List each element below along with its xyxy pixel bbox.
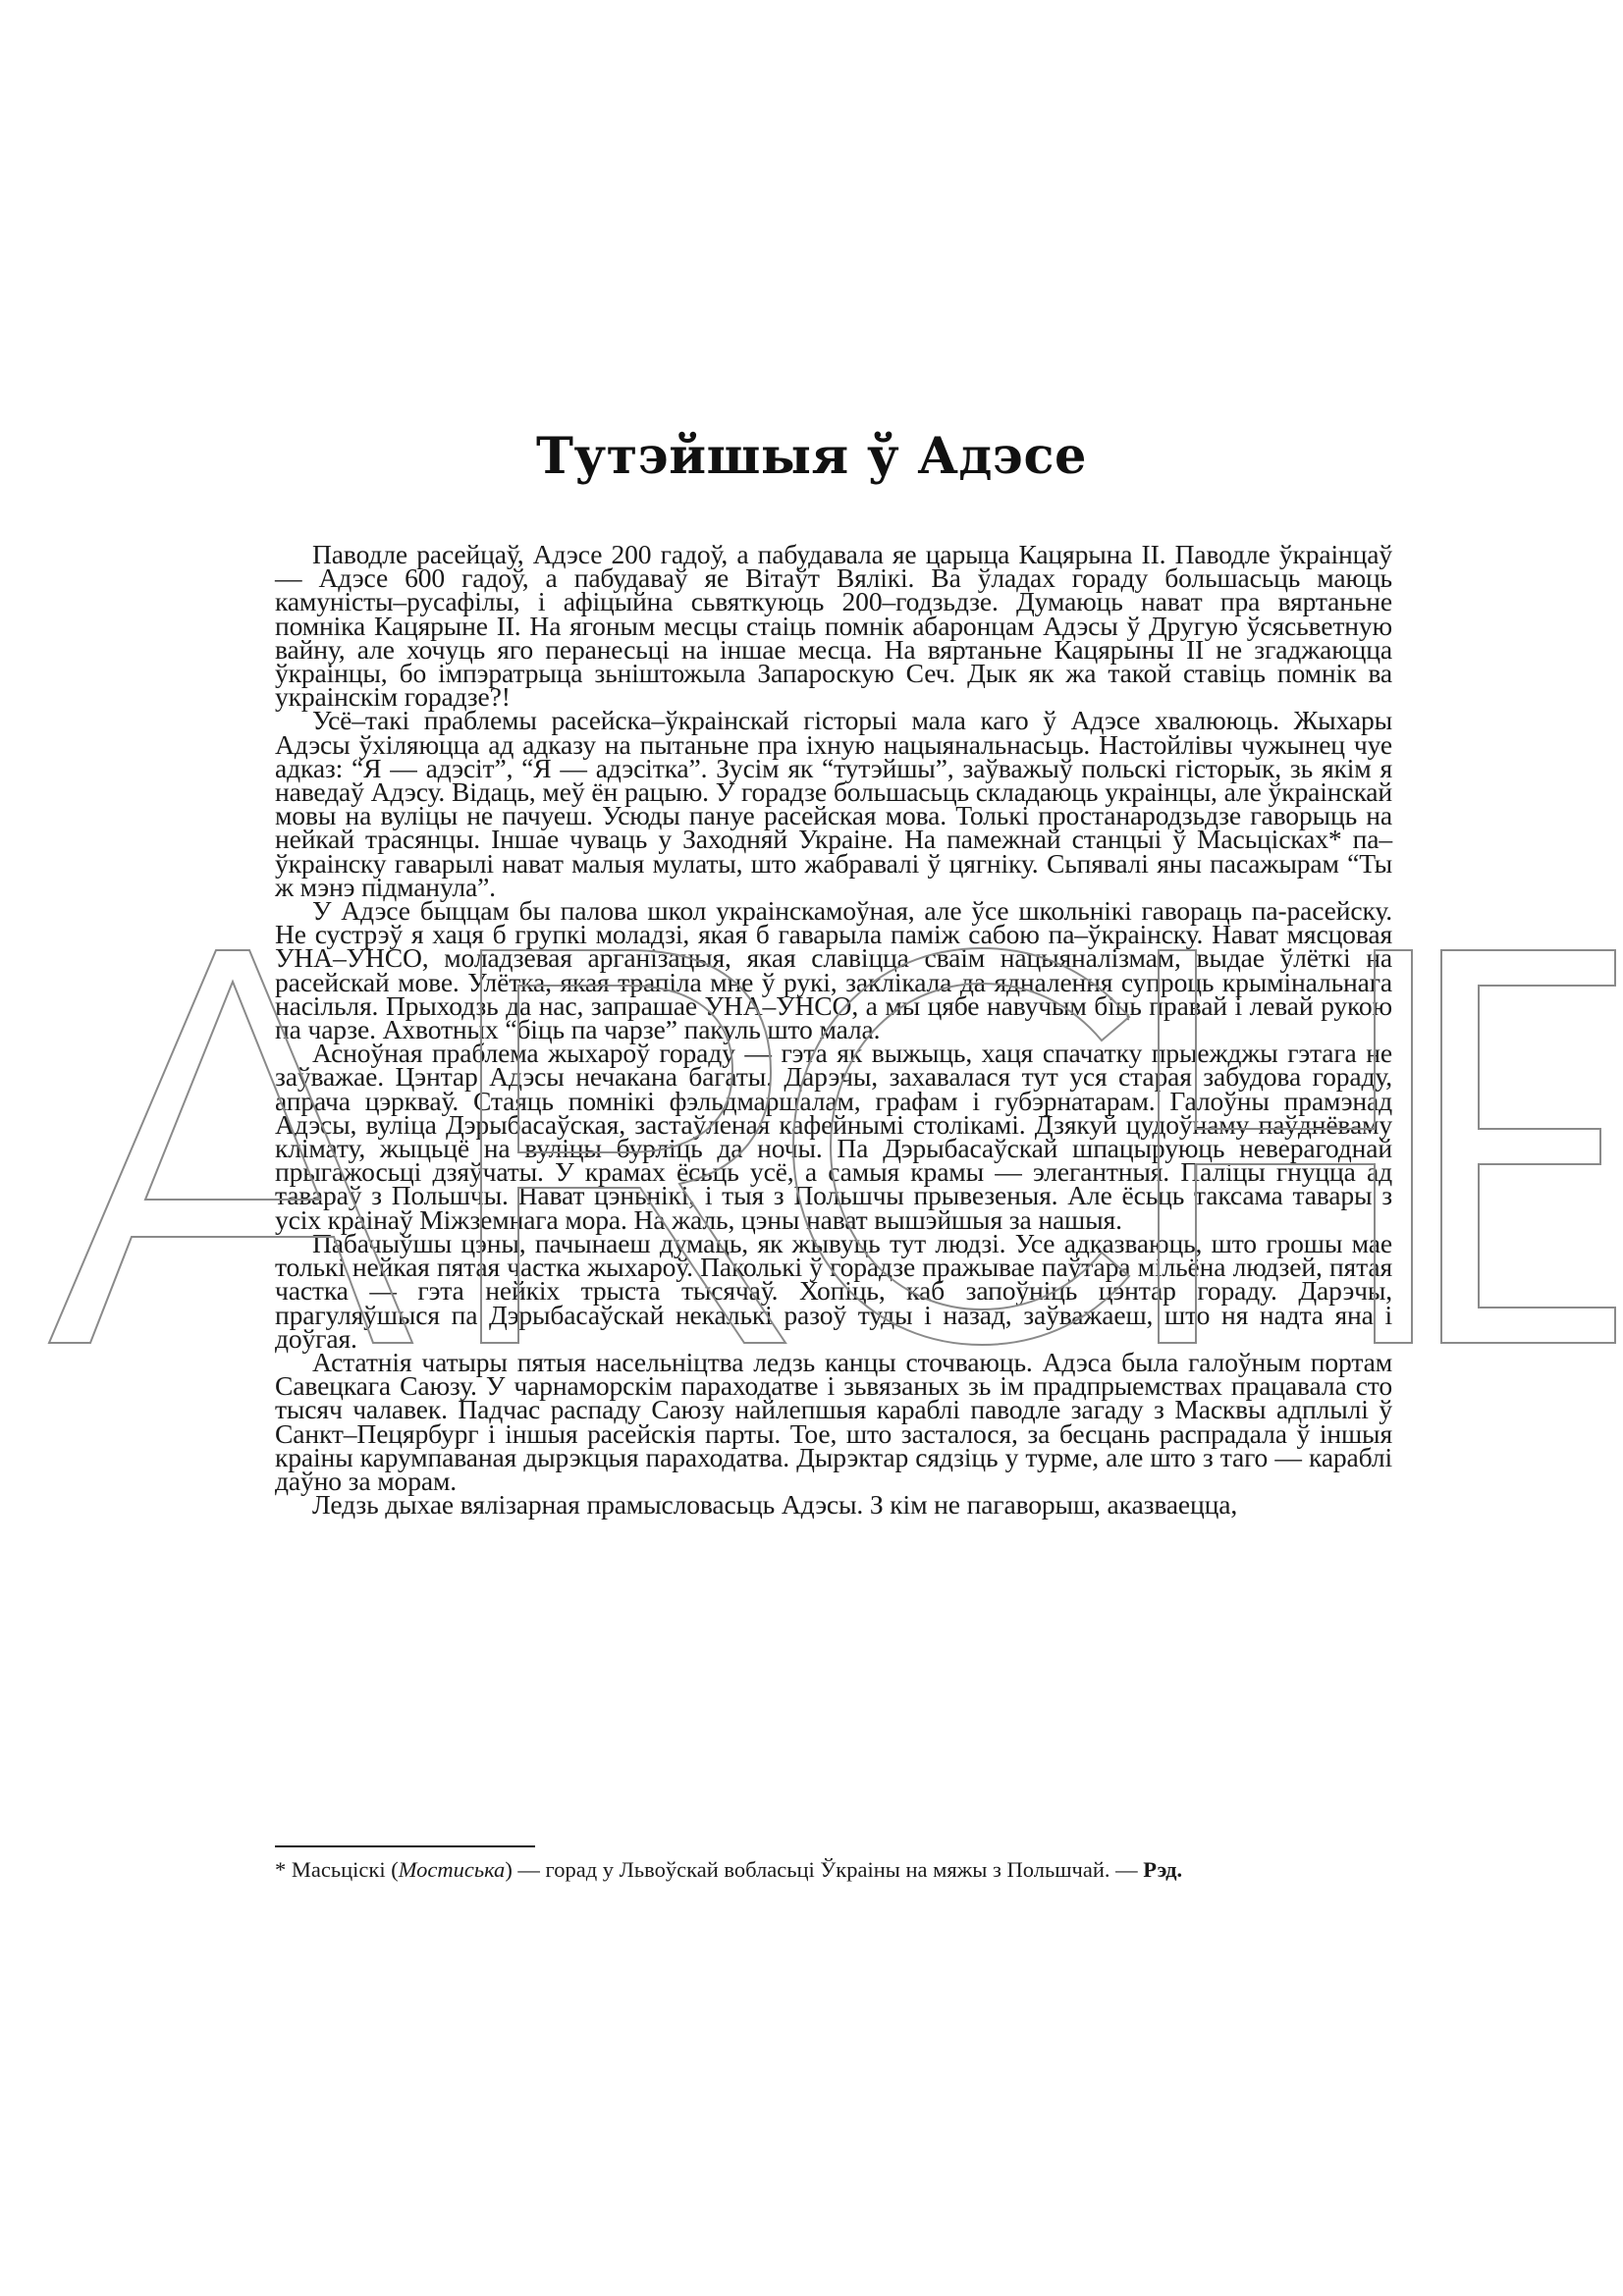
footnote-marker: * Масьціскі ( (275, 1857, 399, 1882)
paragraph-1: Паводле расейцаў, Адэсе 200 гадоў, а пабудавала яе царыца Кацярына II. Паводле ўкраінцаў — Адэсе 600 гадоў, а пабудаваў яе Вітаўт Вялікі. Ва ўладах гораду большасьць маюць камуністы–русафілы, і афіцыйна сьвяткуюць 200–годзьдзе. Думаюць нават пра вяртаньне помніка Кацярыне II. На ягоным месцы стаіць помнік абаронцам Адэсы ў Другую ўсясьветную вайну, але хочуць яго перанесьці на іншае месца. На вяртаньне Кацярыны II не згаджаюцца ўкраінцы, бо імпэратрыца зьніштожыла Запароскую Сеч. Дык як жа такой ставіць помнік ва украінскім горадзе?! (275, 539, 1392, 713)
article-body (275, 539, 1392, 1521)
footnote-divider (275, 1845, 535, 1847)
footnote-text: ) — горад у Львоўскай вобласьці Ўкраіны на мяжы з Польшчай. — (505, 1857, 1144, 1882)
footnote (275, 1857, 1392, 1883)
paragraph-4: Асноўная праблема жыхароў гораду — гэта як выжыць, хаця спачатку прыежджы гэтага не заўважае. Цэнтар Адэсы нечакана багаты. Дарэчы, захавалася тут уся старая забудова гораду, апрача цэркваў. Стаяць помнікі фэльдмаршалам, графам і губэрнатарам. Галоўны прамэнад Адэсы, вуліца Дэрыбасаўская, застаўленая кафейнымі столікамі. Дзякуй цудоўнаму паўднёваму клімату, жыцьцё на вуліцы бурліць да ночы. Па Дэрыбасаўскай шпацыруюць неверагоднай прыгажосьці дзяўчаты. У крамах ёсьць усё, а самыя крамы — элегантныя. Паліцы гнуцца ад тавараў з Польшчы. Нават цэньнікі, і тыя з Польшчы прывезеныя. Але ёсьць таксама тавары з усіх краінаў Міжземнага мора. На жаль, цэны нават вышэйшыя за нашыя. (275, 1038, 1392, 1235)
footnote-italic: Мостиська (398, 1857, 506, 1882)
article-title: Тутэйшыя ў Адэсе (536, 427, 1087, 486)
paragraph-2: Усё–такі праблемы расейска–ўкраінскай гісторыі мала каго ў Адэсе хвалююць. Жыхары Адэсы ўхіляюцца ад адказу на пытаньне пра іхную нацыянальнасьць. Настойлівы чужынец чуе адказ: “Я — адэсіт”, “Я — адэсітка”. Зусім як “тутэйшы”, заўважыў польскі гісторык, зь якім я наведаў Адэсу. Відаць, меў ён рацыю. У горадзе большасьць складаюць украінцы, але ўкраінскай мовы на вуліцы не пачуеш. Усюды пануе расейская мова. Толькі простанародзьдзе гаворыць на нейкай трасянцы. Іншае чуваць у Заходняй Украіне. На памежнай станцыі ў Масьціскаx* па–ўкраінску гаварылі нават малыя мулаты, што жабравалі ў цягніку. Сьпявалі яны пасажырам “Ты ж мэнэ підманула”. (275, 705, 1392, 902)
paragraph-3: У Адэсе быццам бы палова школ украінскамоўная, але ўсе школьнікі гавораць па-расейску. Не сустрэў я хаця б групкі моладзі, якая б гаварыла паміж сабою па–ўкраінску. Нават мясцовая УНА–УНСО, моладзевая арганізацыя, якая славіцца сваім нацыяналізмам, выдае ўлёткі на расейскай мове. Улётка, якая трапіла мне ў рукі, заклікала да ядналення супроць крымінальнага насільля. Прыходзь да нас, запрашае УНА–УНСО, а мы цябе навучым біць правай і левай рукою па чарзе. Ахвотных “біць па чарзе” пакуль што мала. (275, 895, 1392, 1045)
paragraph-5: Пабачыўшы цэны, пачынаеш думаць, як жывуць тут людзі. Усе адказваюць, што грошы мае толькі нейкая пятая частка жыхароў. Паколькі ў горадзе пражывае паўтара мільёна людзей, пятая частка — гэта нейкіх трыста тысячаў. Хопіць, каб запоўніць цэнтар гораду. Дарэчы, прагуляўшыся па Дэрыбасаўскай некалькі разоў туды і назад, заўважаеш, што ня надта яна і доўгая. (275, 1227, 1392, 1354)
paragraph-7: Ледзь дыхае вялізарная прамысловасьць Адэсы. З кім не пагаворыш, аказваецца, (312, 1489, 1238, 1521)
watermark-letter-e (1441, 950, 1615, 1343)
paragraph-6: Астатнія чатыры пятыя насельніцтва ледзь канцы сточваюць. Адэса была галоўным портам Савецкага Саюзу. У чарнаморскім параходатве і зьвязаных зь ім прадпрыемствах працавала сто тысяч чалавек. Падчас распаду Саюзу найлепшыя караблі паводле загаду з Масквы адплылі ў Санкт–Пецярбург і іншыя расейскія парты. Тое, што засталося, за бесцань распрадала ў іншыя краіны карумпаваная дырэкцыя параходатва. Дырэктар сядзіць у турме, але што з таго — караблі даўно за морам. (275, 1346, 1392, 1496)
footnote-editor-mark: Рэд. (1143, 1857, 1183, 1882)
